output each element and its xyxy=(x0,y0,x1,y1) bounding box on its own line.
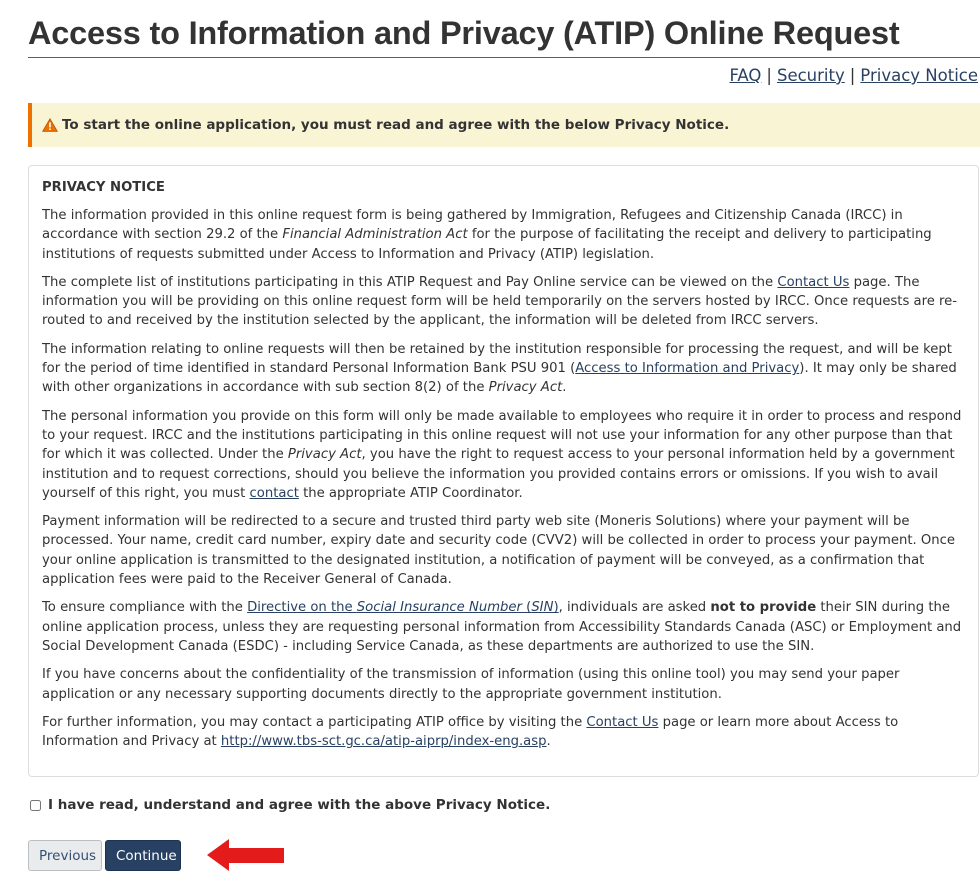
notice-paragraph: The complete list of institutions participating in this ATIP Request and Pay Online service can be viewed on the Contact Us page. The information you will be providing on this online request form will be held temporarily on the servers hosted by IRCC. Once requests are re-routed to and received by the institution selected by the applicant, the information will be deleted from IRCC servers. xyxy=(42,274,958,329)
page-title: Access to Information and Privacy (ATIP) Online Request xyxy=(28,15,900,51)
red-arrow-annotation-icon xyxy=(205,836,287,874)
emphasis: not to provide xyxy=(710,600,817,616)
atip-link[interactable]: Access to Information and Privacy xyxy=(575,361,800,377)
warning-alert xyxy=(28,103,980,147)
notice-paragraph: If you have concerns about the confidentiality of the transmission of information (using this online tool) you may send your paper application or any necessary supporting documents directly to the appropriate government institution. xyxy=(42,667,900,702)
contact-us-link[interactable]: Contact Us xyxy=(586,714,659,730)
continue-button[interactable]: Continue xyxy=(105,840,181,871)
tbs-atip-url-link[interactable]: http://www.tbs-sct.gc.ca/atip-aiprp/index-eng.asp xyxy=(220,734,547,750)
contact-link[interactable]: contact xyxy=(249,485,299,501)
faq-link[interactable]: FAQ xyxy=(729,66,762,85)
notice-paragraph: To ensure compliance with the Directive on the Social Insurance Number (SIN), individuals are asked not to provide their SIN during the online application process, unless they are requesting personal information from Accessibility Standards Canada (ASC) or Employment and Social Development Canada (ESDC) - including Service Canada, as these departments are authorized to use the SIN. xyxy=(42,600,962,654)
notice-paragraph: For further information, you may contact a participating ATIP office by visiting the Contact Us page or learn more about Access to Information and Privacy at http://www.tbs-sct.gc.ca/atip-aiprp/index-eng.asp. xyxy=(42,714,899,750)
top-links xyxy=(729,66,978,85)
notice-paragraph: The information provided in this online request form is being gathered by Immigration, Refugees and Citizenship Canada (IRCC) in accordance with section 29.2 of the Financial Administration Act for the purpose of facilitating the receipt and delivery to participating institutions of requests submitted under Access to Information and Privacy (ATIP) legislation. xyxy=(42,208,932,262)
link-separator: | xyxy=(766,66,772,85)
alert-text: To start the online application, you must read and agree with the below Privacy Notice. xyxy=(62,117,730,133)
notice-paragraph: The personal information you provide on this form will only be made available to employees who require it in order to process and respond to your request. IRCC and the institutions participating in this online request will not use your information for any other purpose than that for which it was collected. Under the Privacy Act, you have the right to request access to your personal information held by a government institution and to request corrections, should you believe the information you provided contains errors or omissions. If you wish to avail yourself of this right, you must contact the appropriate ATIP Coordinator. xyxy=(42,408,962,501)
act-name: Privacy Act xyxy=(287,447,362,463)
notice-paragraph: Payment information will be redirected to a secure and trusted third party web site (Moneris Solutions) where your payment will be processed. Your name, credit card number, expiry date and security code (CVV2) will be collected in order to process your payment. Once your online application is transmitted to the designated institution, a notification of payment will be conveyed, as a confirmation that application fees were paid to the Receiver General of Canada. xyxy=(42,514,955,588)
agree-checkbox[interactable] xyxy=(30,800,41,811)
previous-button[interactable]: Previous xyxy=(28,840,102,871)
contact-us-link[interactable]: Contact Us xyxy=(777,274,850,290)
act-name: Financial Administration Act xyxy=(282,227,468,243)
notice-paragraph: The information relating to online requests will then be retained by the institution responsible for processing the request, and will be kept for the period of time identified in standard Personal Information Bank PSU 901 (Access to Information and Privacy). It may only be shared with other organizations in accordance with sub section 8(2) of the Privacy Act. xyxy=(42,341,957,396)
privacy-notice-panel xyxy=(28,165,979,777)
title-divider xyxy=(28,57,980,58)
privacy-notice-link[interactable]: Privacy Notice xyxy=(860,66,978,85)
act-name: Privacy Act xyxy=(488,380,563,396)
link-separator: | xyxy=(849,66,856,85)
privacy-notice-heading: PRIVACY NOTICE xyxy=(42,180,165,195)
agree-checkbox-row[interactable] xyxy=(28,797,550,813)
sin-directive-link[interactable]: Directive on the Social Insurance Number (SIN) xyxy=(247,600,559,616)
agree-label: I have read, understand and agree with the above Privacy Notice. xyxy=(48,797,551,813)
security-link[interactable]: Security xyxy=(776,66,845,85)
warning-icon xyxy=(42,118,58,132)
